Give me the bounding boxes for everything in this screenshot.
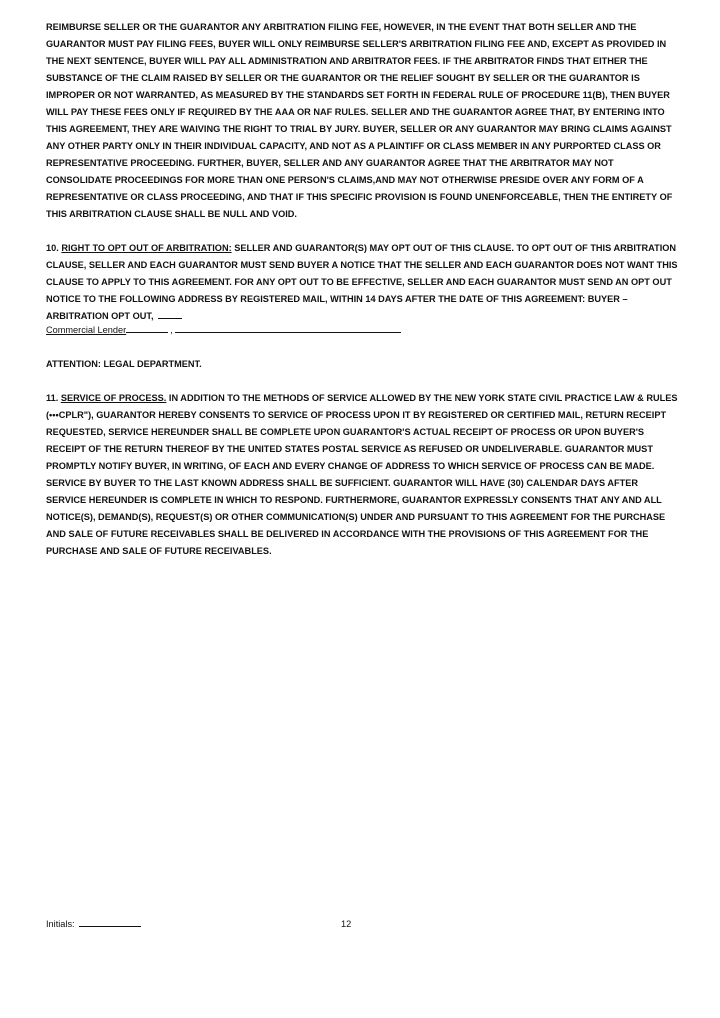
lender-address-line [46,323,678,339]
document-page [46,19,678,560]
section-10-body: SELLER AND GUARANTOR(S) MAY OPT OUT OF THIS CLAUSE. TO OPT OUT OF THIS ARBITRATION CLAUSE, SELLER AND EACH GUARANTOR MUST SEND BUYER A NOTICE THAT THE SELLER AND EACH GUARANTOR DOES NOT WANT THIS CLAUSE TO APPLY TO THIS AGREEMENT. FOR ANY OPT OUT TO BE EFFECTIVE, SELLER AND EACH GUARANTOR MUST SEND AN OPT OUT NOTICE TO THE FOLLOWING ADDRESS BY REGISTERED MAIL, WITHIN 14 DAYS AFTER THE DATE OF THIS AGREEMENT: BUYER – ARBITRATION OPT OUT, [46,243,678,321]
section-11-body: IN ADDITION TO THE METHODS OF SERVICE ALLOWED BY THE NEW YORK STATE CIVIL PRACTICE LAW & RULES (•••CPLR"), GUARANTOR HEREBY CONSENTS TO SERVICE OF PROCESS UPON IT BY REGISTERED OR CERTIFIED MAIL, RETURN RECEIPT REQUESTED, SERVICE HEREUNDER SHALL BE COMPLETE UPON GUARANTOR'S ACTUAL RECEIPT OF PROCESS OR UPON BUYER'S RECEIPT OF THE RETURN THEREOF BY THE UNITED STATES POSTAL SERVICE AS REFUSED OR UNDELIVERABLE. GUARANTOR MUST PROMPTLY NOTIFY BUYER, IN WRITING, OF EACH AND EVERY CHANGE OF ADDRESS TO WHICH SERVICE OF PROCESS CAN BE MADE. SERVICE BY BUYER TO THE LAST KNOWN ADDRESS SHALL BE SUFFICIENT. GUARANTOR WILL HAVE (30) CALENDAR DAYS AFTER SERVICE HEREUNDER IS COMPLETE IN WHICH TO RESPOND. FURTHERMORE, GUARANTOR EXPRESSLY CONSENTS THAT ANY AND ALL NOTICE(S), DEMAND(S), REQUEST(S) OR OTHER COMMUNICATION(S) UNDER AND PURSUANT TO THIS AGREEMENT FOR THE PURCHASE AND SALE OF FUTURE RECEIVABLES SHALL BE DELIVERED IN ACCORDANCE WITH THE PROVISIONS OF THIS AGREEMENT FOR THE PURCHASE AND SALE OF FUTURE RECEIVABLES. [46,393,678,556]
section-11-number: 11. [46,393,59,403]
initials-field[interactable] [79,926,141,927]
lender-comma: , [170,325,173,335]
commercial-lender-label: Commercial Lender [46,325,127,335]
paragraph-gap [46,339,678,356]
opt-out-blank-line [158,318,182,319]
lender-blank-long [175,332,401,333]
paragraph-gap [46,223,678,240]
paragraph-gap [46,373,678,390]
page-number: 12 [341,919,352,929]
section-11-paragraph [46,390,678,560]
section-10-paragraph [46,240,678,325]
section-10-number: 10. [46,243,59,253]
section-11-heading: SERVICE OF PROCESS. [60,393,167,403]
section-10-heading: RIGHT TO OPT OUT OF ARBITRATION: [61,243,232,253]
page-footer [46,919,678,929]
initials-label: Initials: [46,919,75,929]
attention-line: ATTENTION: LEGAL DEPARTMENT. [46,359,202,369]
arbitration-fees-paragraph: REIMBURSE SELLER OR THE GUARANTOR ANY ARBITRATION FILING FEE, HOWEVER, IN THE EVENT THAT BOTH SELLER AND THE GUARANTOR MUST PAY FILING FEES, BUYER WILL ONLY REIMBURSE SELLER'S ARBITRATION FILING FEE AND, EXCEPT AS PROVIDED IN THE NEXT SENTENCE, BUYER WILL PAY ALL ADMINISTRATION AND ARBITRATOR FEES. IF THE ARBITRATOR FINDS THAT EITHER THE SUBSTANCE OF THE CLAIM RAISED BY SELLER OR THE GUARANTOR OR THE RELIEF SOUGHT BY SELLER OR THE GUARANTOR IS IMPROPER OR NOT WARRANTED, AS MEASURED BY THE STANDARDS SET FORTH IN FEDERAL RULE OF PROCEDURE 11(B), THEN BUYER WILL PAY THESE FEES ONLY IF REQUIRED BY THE AAA OR NAF RULES. SELLER AND THE GUARANTOR AGREE THAT, BY ENTERING INTO THIS AGREEMENT, THEY ARE WAIVING THE RIGHT TO TRIAL BY JURY. BUYER, SELLER OR ANY GUARANTOR MAY BRING CLAIMS AGAINST ANY OTHER PARTY ONLY IN THEIR INDIVIDUAL CAPACITY, AND NOT AS A PLAINTIFF OR CLASS MEMBER IN ANY PURPORTED CLASS OR REPRESENTATIVE PROCEEDING. FURTHER, BUYER, SELLER AND ANY GUARANTOR AGREE THAT THE ARBITRATOR MAY NOT CONSOLIDATE PROCEEDINGS FOR MORE THAN ONE PERSON'S CLAIMS,AND MAY NOT OTHERWISE PRESIDE OVER ANY FORM OF A REPRESENTATIVE OR CLASS PROCEEDING, AND THAT IF THIS SPECIFIC PROVISION IS FOUND UNENFORCEABLE, THEN THE ENTIRETY OF THIS ARBITRATION CLAUSE SHALL BE NULL AND VOID. [46,22,673,219]
lender-blank-short [126,332,168,333]
